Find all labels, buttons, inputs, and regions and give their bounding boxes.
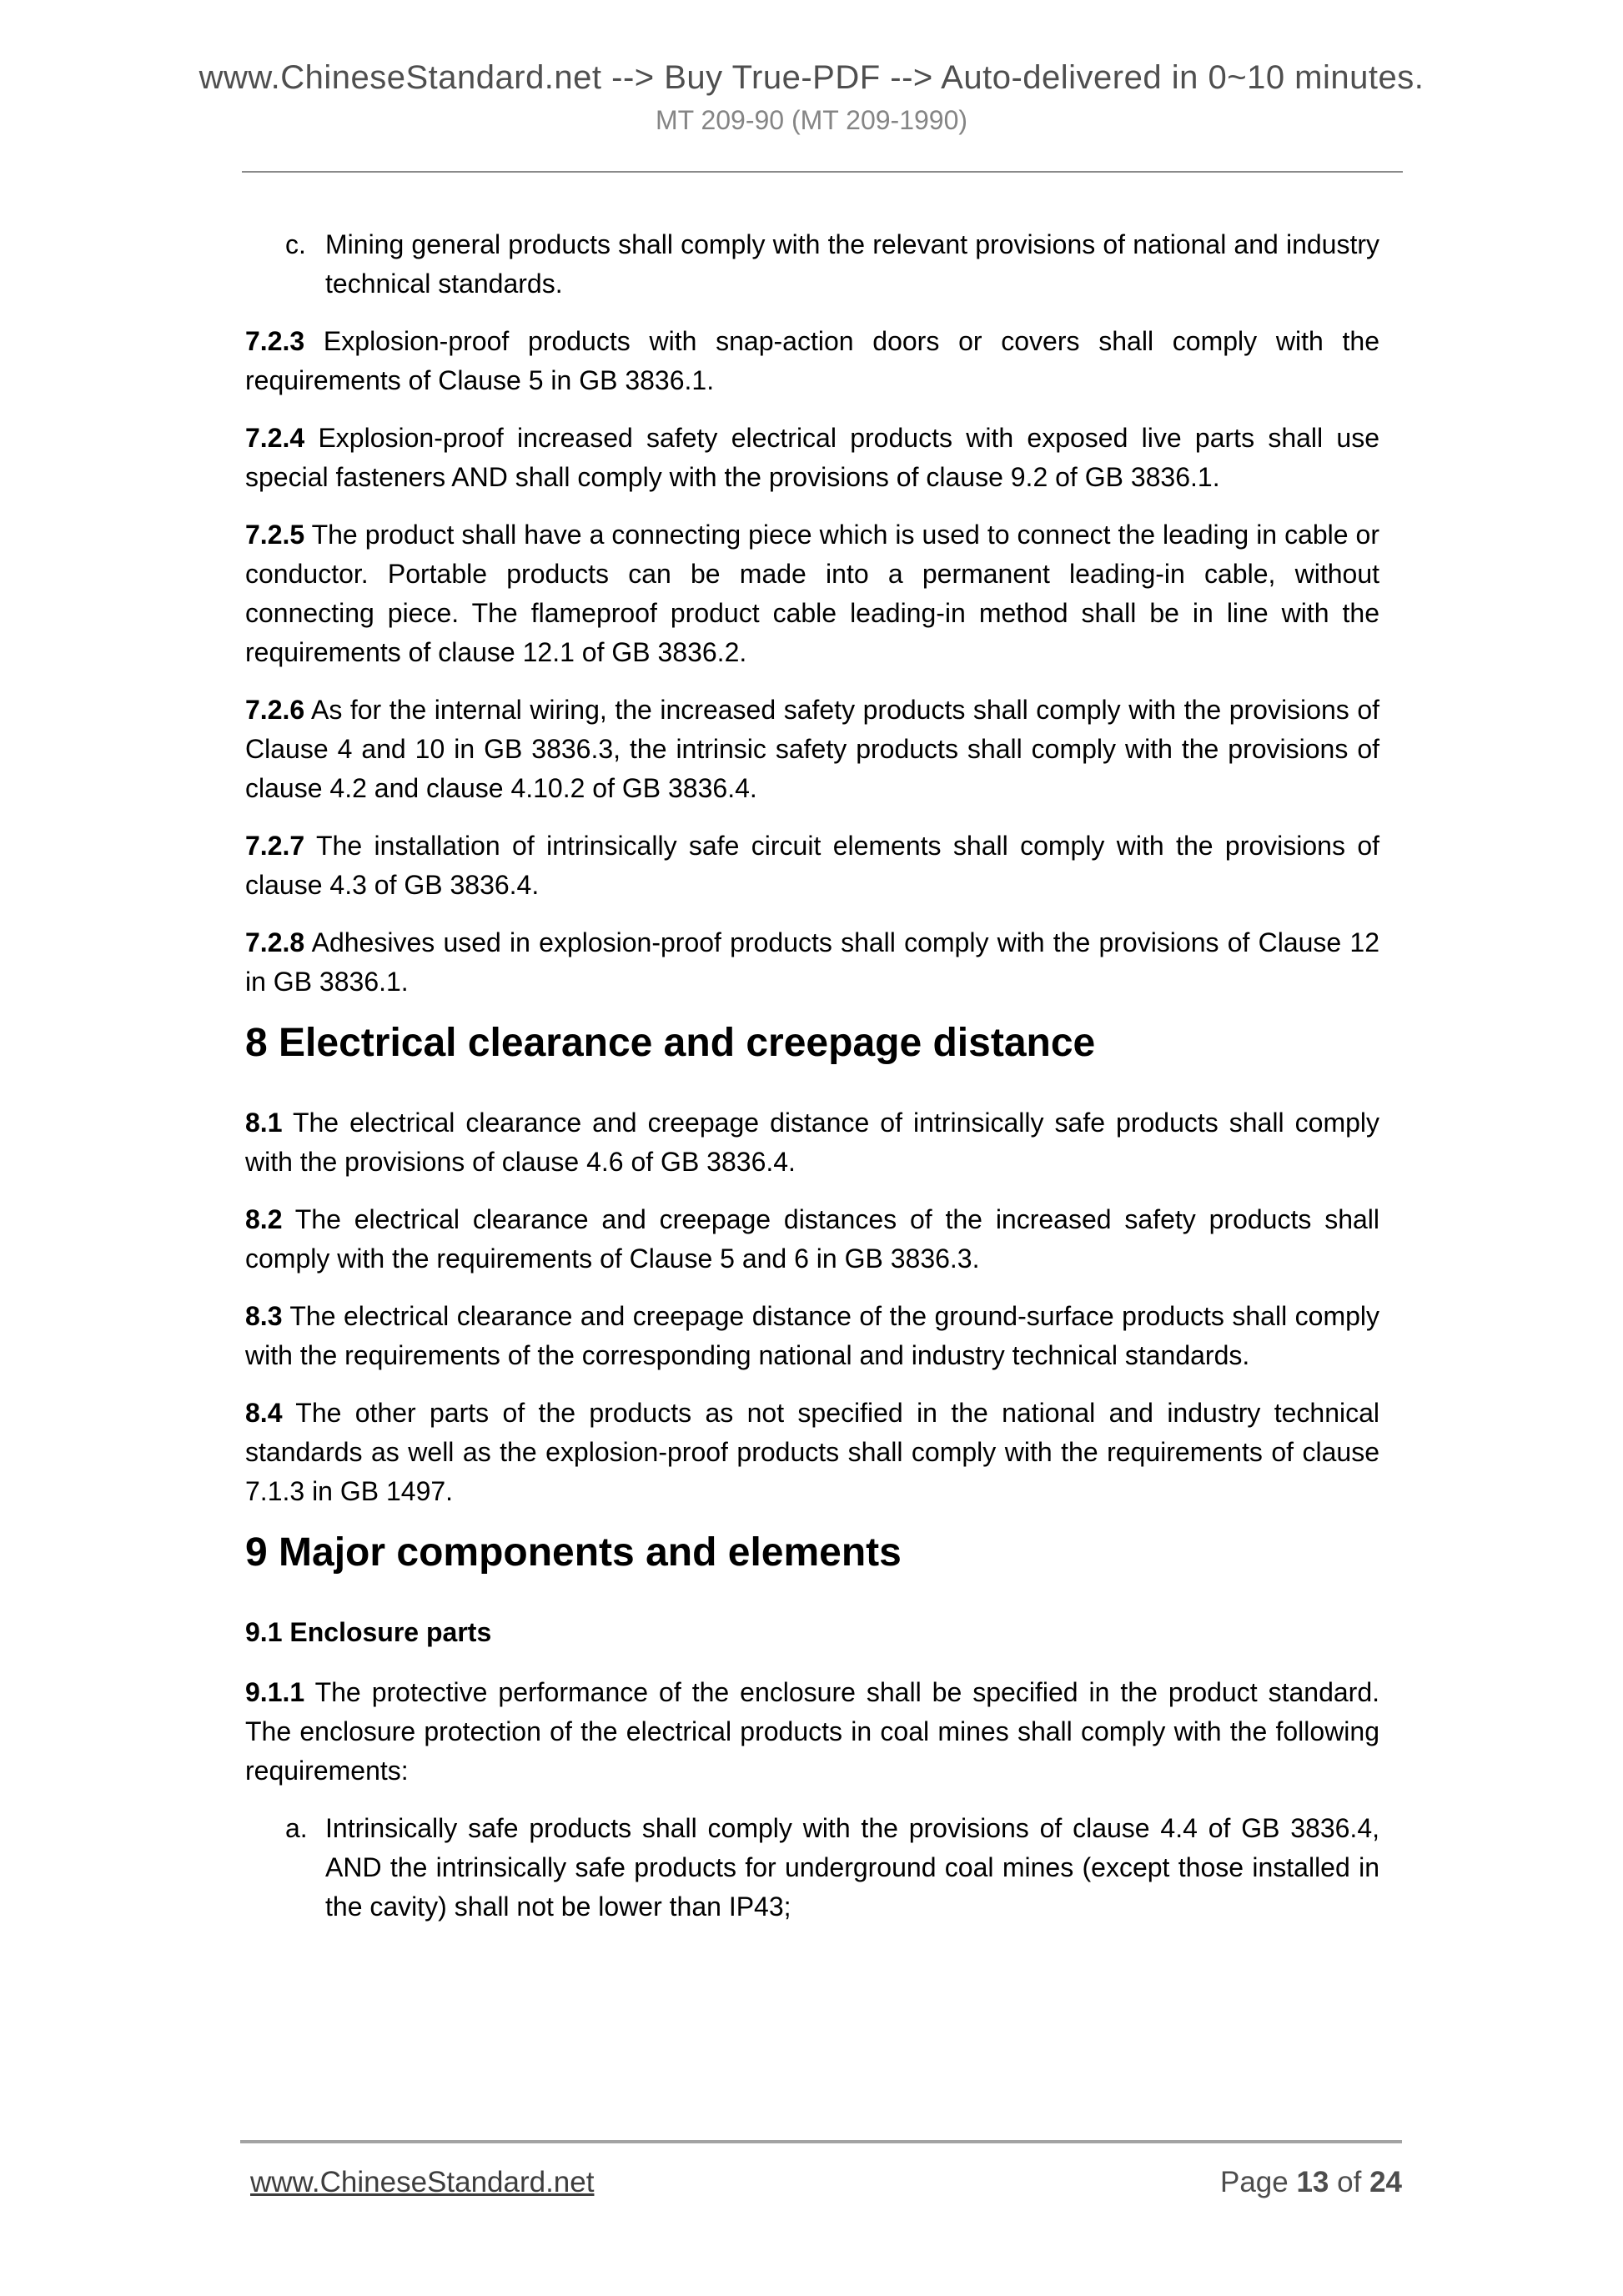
footer-site-link[interactable]: www.ChineseStandard.net bbox=[250, 2166, 595, 2198]
clause-text: The product shall have a connecting piece which is used to connect the leading in cable or conductor. Portable products can be made into a permanent leading-in cable, without connecting piece. The flameproof product cable leading-in method shall be in line with the requirements of clause 12.1 of GB 3836.2. bbox=[245, 520, 1380, 667]
clause-number: 8.4 bbox=[245, 1398, 283, 1428]
list-marker: a. bbox=[285, 1813, 308, 1843]
clause-8-3 bbox=[245, 1297, 1379, 1375]
clause-7-2-5 bbox=[245, 515, 1379, 672]
list-item-text: Mining general products shall comply with the relevant provisions of national and industry technical standards. bbox=[325, 229, 1379, 299]
clause-8-1 bbox=[245, 1103, 1379, 1182]
clause-9-1-1 bbox=[245, 1673, 1379, 1791]
clause-number: 9.1.1 bbox=[245, 1677, 305, 1707]
clause-text: The electrical clearance and creepage distance of the ground-surface products shall comply with the requirements of the corresponding national and industry technical standards. bbox=[245, 1301, 1380, 1370]
clause-7-2-8 bbox=[245, 923, 1379, 1002]
clause-text: Adhesives used in explosion-proof products shall comply with the provisions of Clause 12 in GB 3836.1. bbox=[245, 927, 1380, 997]
page-word: Page bbox=[1219, 2166, 1289, 2198]
clause-number: 8.3 bbox=[245, 1301, 283, 1331]
clause-8-4 bbox=[245, 1394, 1379, 1511]
footer-divider bbox=[240, 2140, 1402, 2143]
clause-7-2-7 bbox=[245, 826, 1379, 905]
clause-number: 7.2.3 bbox=[245, 326, 305, 356]
clause-text: The protective performance of the enclosure shall be specified in the product standard. The enclosure protection of the electrical products in coal mines shall comply with the following requirements: bbox=[245, 1677, 1380, 1786]
clause-text: The other parts of the products as not specified in the national and industry technical standards as well as the explosion-proof products shall comply with the requirements of clause 7.1.3 in GB 1497. bbox=[245, 1398, 1380, 1506]
clause-7-2-4 bbox=[245, 419, 1379, 497]
clause-7-2-3 bbox=[245, 322, 1379, 400]
clause-number: 7.2.5 bbox=[245, 520, 305, 550]
section-9-heading: 9 Major components and elements bbox=[245, 1530, 902, 1575]
of-word: of bbox=[1337, 2166, 1362, 2198]
clause-number: 7.2.4 bbox=[245, 423, 305, 453]
clause-number: 7.2.7 bbox=[245, 831, 305, 861]
clause-text: Explosion-proof products with snap-action doors or covers shall comply with the requirements of Clause 5 in GB 3836.1. bbox=[245, 326, 1380, 395]
page-number-current: 13 bbox=[1296, 2166, 1329, 2198]
clause-text: The installation of intrinsically safe circuit elements shall comply with the provisions of clause 4.3 of GB 3836.4. bbox=[245, 831, 1380, 900]
section-9-1-subheading: 9.1 Enclosure parts bbox=[245, 1617, 492, 1647]
footer-page-indicator bbox=[1220, 2165, 1402, 2200]
clause-7-2-6 bbox=[245, 691, 1379, 808]
clause-text: The electrical clearance and creepage distance of intrinsically safe products shall comply with the provisions of clause 4.6 of GB 3836.4. bbox=[245, 1108, 1380, 1177]
list-item-text: Intrinsically safe products shall comply with the provisions of clause 4.4 of GB 3836.4, AND the intrinsically safe products for underground coal mines (except those installed in the cavity) shall not be lower than IP43; bbox=[325, 1813, 1379, 1922]
page-number-total: 24 bbox=[1369, 2166, 1402, 2198]
header-divider bbox=[242, 171, 1403, 173]
clause-number: 8.2 bbox=[245, 1204, 283, 1234]
list-item-c bbox=[285, 225, 1379, 304]
document-body bbox=[245, 225, 1379, 1945]
list-item-a bbox=[285, 1809, 1379, 1927]
page-header bbox=[0, 58, 1623, 137]
clause-number: 8.1 bbox=[245, 1108, 283, 1138]
clause-8-2 bbox=[245, 1200, 1379, 1279]
section-8-heading: 8 Electrical clearance and creepage distance bbox=[245, 1021, 1096, 1065]
clause-number: 7.2.6 bbox=[245, 695, 305, 725]
clause-text: The electrical clearance and creepage distances of the increased safety products shall comply with the requirements of Clause 5 and 6 in GB 3836.3. bbox=[245, 1204, 1380, 1274]
clause-text: Explosion-proof increased safety electrical products with exposed live parts shall use special fasteners AND shall comply with the provisions of clause 9.2 of GB 3836.1. bbox=[245, 423, 1380, 492]
header-tagline: www.ChineseStandard.net --> Buy True-PDF --> Auto-delivered in 0~10 minutes. bbox=[198, 59, 1425, 96]
list-marker: c. bbox=[285, 229, 306, 259]
clause-number: 7.2.8 bbox=[245, 927, 305, 957]
clause-text: As for the internal wiring, the increased safety products shall comply with the provisions of Clause 4 and 10 in GB 3836.3, the intrinsic safety products shall comply with the provisions of clause 4.2 and clause 4.10.2 of GB 3836.4. bbox=[245, 695, 1380, 803]
header-doc-code: MT 209-90 (MT 209-1990) bbox=[655, 105, 968, 135]
